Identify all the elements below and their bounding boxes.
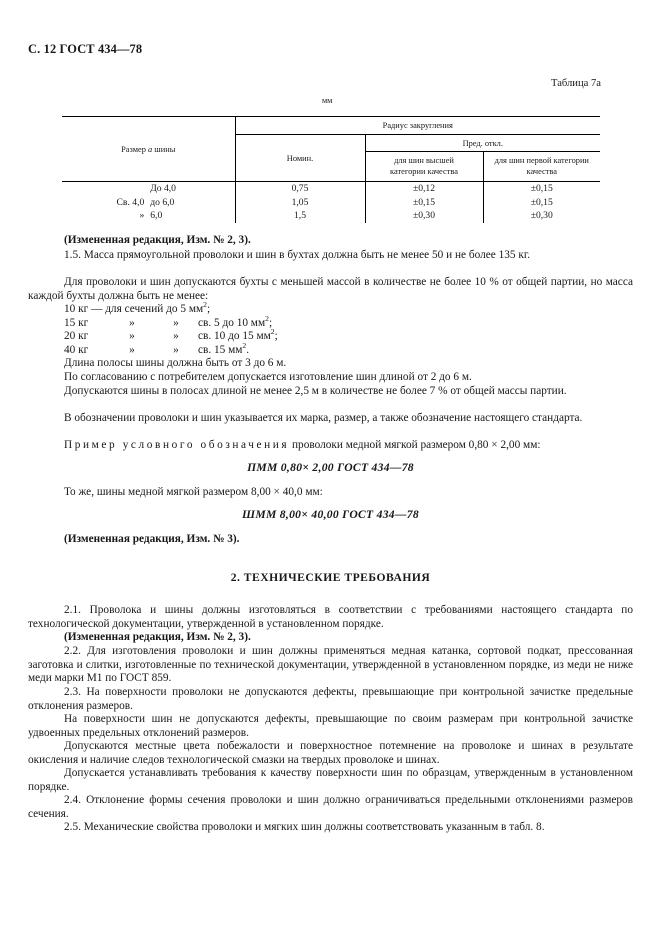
table-caption: Таблица 7а bbox=[550, 78, 601, 89]
header-size-italic: a bbox=[148, 144, 153, 154]
table-row bbox=[62, 209, 600, 223]
weight-list bbox=[28, 300, 278, 357]
table-body bbox=[62, 182, 600, 223]
paragraph-agreement: По согласованию с потребителем допускается изготовление шин длиной от 2 до 6 м. bbox=[64, 371, 472, 383]
paragraph-tarnish: Допускаются местные цвета побежалости и поверхностное потемнение на проволоке и шинах в результате окисления и наличие следов технологической смазки на твердых проволоке и шинах. bbox=[28, 740, 633, 766]
running-head: С. 12 ГОСТ 434—78 bbox=[28, 42, 143, 56]
list-item bbox=[28, 327, 278, 344]
cell-size: До 4,0 bbox=[150, 183, 176, 195]
list-item bbox=[28, 300, 278, 317]
revision-note-2: (Измененная редакция, Изм. № 3). bbox=[64, 533, 240, 545]
ditto-mark-2: » bbox=[173, 343, 179, 356]
cell-dev-first: ±0,15 bbox=[483, 196, 600, 210]
weight-range: св. 10 до 15 $мм^2$; bbox=[198, 327, 278, 343]
section-2-title: 2. ТЕХНИЧЕСКИЕ ТРЕБОВАНИЯ bbox=[230, 571, 431, 584]
paragraph-2-3: 2.3. На поверхности проволоки не допускаются дефекты, превышающие при контрольной зачистке предельные отклонения размеров. bbox=[28, 686, 633, 712]
header-size-text: Размер a шины bbox=[121, 144, 176, 154]
example-lead-spaced: Пример условного обозначения bbox=[64, 439, 290, 451]
paragraph-2-4: 2.4. Отклонение формы сечения проволоки и шин должно ограничиваться предельными отклонениями размеров сечения. bbox=[28, 794, 633, 820]
paragraph-2-2: 2.2. Для изготовления проволоки и шин должны применяться медная катанка, сортовой подкат, прессованная заготовка и слитки, изготовленные по технической документации, утвержденной в установленном порядке, из меди не ниже меди марки М1 по ГОСТ 859. bbox=[28, 645, 633, 685]
weight-value: 15 кг bbox=[64, 316, 89, 329]
ditto-mark-2: » bbox=[173, 330, 179, 343]
cell-dev-highest: ±0,15 bbox=[365, 196, 483, 210]
paragraph-designation: В обозначении проволоки и шин указывается их марка, размер, а также обозначение настоящего стандарта. bbox=[64, 412, 583, 424]
cell-dev-first: ±0,15 bbox=[483, 182, 600, 196]
example-lead-1 bbox=[28, 439, 633, 453]
superscript-two: 2 bbox=[265, 313, 269, 323]
paragraph-bales: Для проволоки и шин допускаются бухты с меньшей массой в количестве не более 10 % от общей партии, но масса каждой бухты должна быть не менее: bbox=[28, 276, 633, 302]
table-unit-label: мм bbox=[322, 96, 333, 105]
example-lead-2: То же, шины медной мягкой размером 8,00 × 40,0 мм: bbox=[64, 486, 323, 498]
cell-size: » 6,0 bbox=[139, 210, 163, 222]
paragraph-2-5: 2.5. Механические свойства проволоки и мягких шин должны соответствовать указанным в табл. 8. bbox=[64, 821, 545, 833]
ditto-mark-1: » bbox=[129, 343, 135, 356]
header-radius-group: Радиус закругления bbox=[235, 117, 600, 135]
table-header bbox=[62, 117, 600, 182]
paragraph-2-1: 2.1. Проволока и шины должны изготовляться в соответствии с требованиями настоящего стандарта по технологической документации, утвержденной в установленном порядке. bbox=[28, 604, 633, 630]
weight-value: 40 кг bbox=[64, 343, 89, 356]
weight-range: св. 15 $мм^2$. bbox=[198, 340, 250, 356]
list-item bbox=[28, 313, 278, 331]
paragraph-bus-surface: На поверхности шин не допускаются дефекты, превышающие по своим размерам при контрольной зачистке удвоенных предельных отклонений размеров. bbox=[28, 713, 633, 739]
superscript-two: 2 bbox=[270, 327, 275, 337]
ditto-mark-2: » bbox=[173, 316, 179, 329]
example-designation-2: ШММ 8,00× 40,00 ГОСТ 434—78 bbox=[242, 508, 419, 521]
paragraph-strip-length: Длина полосы шины должна быть от 3 до 6 м. bbox=[64, 357, 287, 369]
superscript-two: 2 bbox=[242, 340, 247, 350]
table-row bbox=[62, 182, 600, 196]
header-quality-highest: для шин высшей категории качества bbox=[365, 152, 483, 182]
weight-value: 20 кг bbox=[64, 330, 89, 343]
cell-nominal: 1,05 bbox=[235, 196, 365, 210]
header-size bbox=[62, 117, 235, 182]
header-limit-deviation: Пред. откл. bbox=[365, 135, 600, 152]
cell-nominal: 0,75 bbox=[235, 182, 365, 196]
revision-note-3: (Измененная редакция, Изм. № 2, 3). bbox=[64, 631, 251, 643]
revision-note-1: (Измененная редакция, Изм. № 2, 3). bbox=[64, 234, 251, 246]
ditto-mark-1: » bbox=[129, 330, 135, 343]
ditto-mark-1: » bbox=[129, 316, 135, 329]
cell-dev-first: ±0,30 bbox=[483, 209, 600, 223]
table-7a bbox=[62, 116, 600, 223]
superscript-two: 2 bbox=[203, 300, 207, 310]
paragraph-1-5: 1.5. Масса прямоугольной проволоки и шин в бухтах должна быть не менее 50 и не более 135 кг. bbox=[64, 249, 531, 261]
example-lead-rest: проволоки медной мягкой размером 0,80 × 2,00 мм: bbox=[289, 439, 541, 451]
cell-nominal: 1,5 bbox=[235, 209, 365, 223]
list-item bbox=[28, 340, 278, 358]
cell-dev-highest: ±0,12 bbox=[365, 182, 483, 196]
paragraph-strips: Допускаются шины в полосах длиной не менее 2,5 м в количестве не более 7 % от общей массы партии. bbox=[64, 385, 567, 397]
weight-first-line: 10 кг — для сечений до 5 $мм^2$; bbox=[64, 300, 211, 315]
paragraph-samples: Допускается устанавливать требования к качеству поверхности шин по образцам, утвержденным в установленном порядке. bbox=[28, 767, 633, 793]
cell-dev-highest: ±0,30 bbox=[365, 209, 483, 223]
header-nominal: Номин. bbox=[235, 135, 365, 182]
example-designation-1: ПММ 0,80× 2,00 ГОСТ 434—78 bbox=[247, 461, 414, 474]
header-quality-first: для шин первой категории качества bbox=[483, 152, 600, 182]
cell-size: Св. 4,0 до 6,0 bbox=[116, 196, 175, 208]
table-row bbox=[62, 196, 600, 210]
weight-range: св. 5 до 10 $мм^2$; bbox=[198, 313, 273, 329]
